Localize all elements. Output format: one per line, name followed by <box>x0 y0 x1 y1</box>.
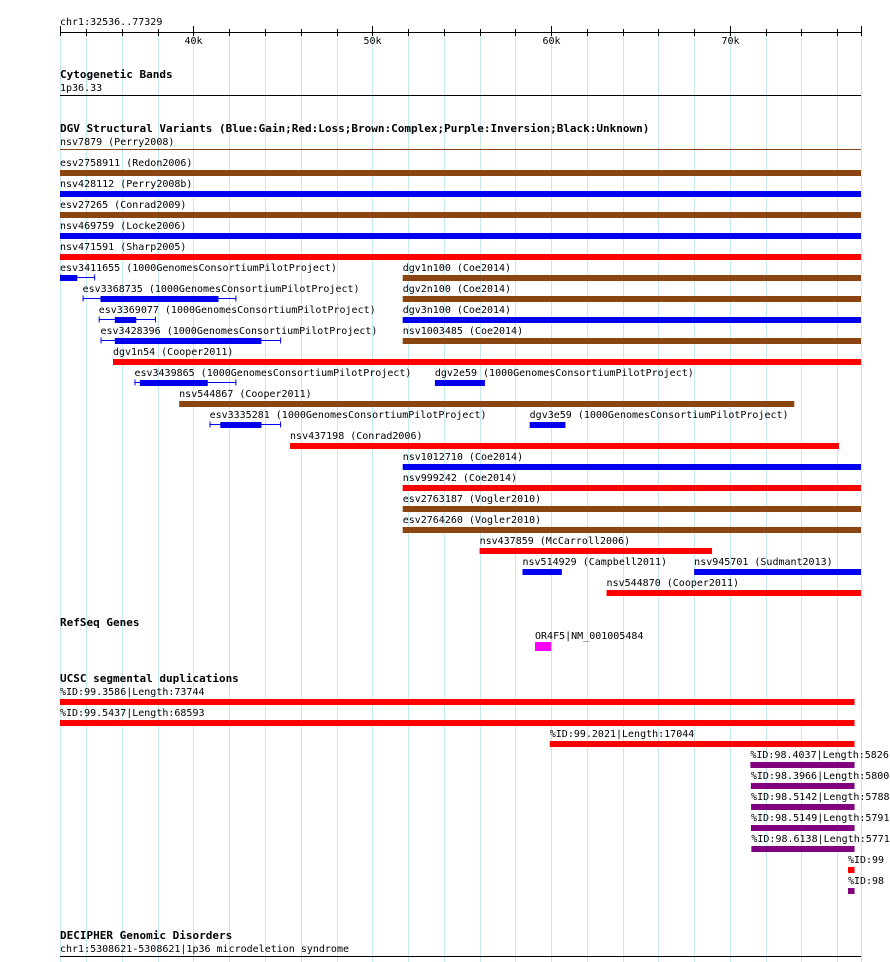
feature <box>60 242 861 260</box>
feature <box>403 494 861 512</box>
feature <box>530 410 789 428</box>
feature-label: nsv7879 (Perry2008) <box>60 137 175 148</box>
variant-bar <box>60 212 861 218</box>
feature-label: %ID:99.3586|Length:73744 <box>60 687 205 698</box>
variant-bar <box>480 548 712 554</box>
variant-bar <box>403 275 861 281</box>
feature <box>403 263 861 281</box>
feature <box>694 557 861 575</box>
feature-label: %ID:99 <box>847 855 885 866</box>
feature-label: esv2764260 (Vogler2010) <box>402 515 542 526</box>
feature-label: esv2758911 (Redon2006) <box>60 158 193 169</box>
feature-label: dgv2n100 (Coe2014) <box>402 284 512 295</box>
feature-label: nsv437859 (McCarroll2006) <box>479 536 631 547</box>
track-title: DGV Structural Variants (Blue:Gain;Red:Loss;Brown:Complex;Purple:Inversion;Black:Unknown) <box>60 122 650 135</box>
feature <box>607 578 861 596</box>
feature-label: esv2763187 (Vogler2010) <box>402 494 542 505</box>
variant-bar <box>403 338 861 344</box>
feature <box>60 221 861 239</box>
feature <box>60 263 337 281</box>
feature-label: nsv1012710 (Coe2014) <box>402 452 524 463</box>
track-title: UCSC segmental duplications <box>60 672 239 685</box>
gene-box <box>535 642 551 651</box>
variant-bar <box>403 506 861 512</box>
feature <box>83 284 360 302</box>
tracks <box>60 68 890 957</box>
variant-bar <box>140 380 208 386</box>
feature <box>60 944 861 957</box>
feature <box>403 284 861 302</box>
feature-label: chr1:5308621-5308621|1p36 microdeletion syndrome <box>60 944 349 955</box>
feature <box>60 708 855 726</box>
feature-label: dgv1n54 (Cooper2011) <box>113 347 234 358</box>
feature <box>848 876 884 894</box>
feature-label: 1p36.33 <box>60 83 103 94</box>
feature <box>848 855 884 873</box>
feature <box>290 431 839 449</box>
feature <box>751 813 889 831</box>
feature <box>480 536 712 554</box>
feature-label: esv3335281 (1000GenomesConsortiumPilotProject) <box>209 410 487 421</box>
feature-label: esv3368735 (1000GenomesConsortiumPilotProject) <box>82 284 360 295</box>
feature <box>523 557 668 575</box>
feature-label: esv3439865 (1000GenomesConsortiumPilotProject) <box>134 368 412 379</box>
variant-bar <box>60 233 861 239</box>
variant-bar <box>60 720 855 726</box>
feature-label: esv27265 (Conrad2009) <box>60 200 187 211</box>
variant-bar <box>607 590 861 596</box>
feature-label: esv3369077 (1000GenomesConsortiumPilotProject) <box>98 305 376 316</box>
variant-bar <box>100 296 218 302</box>
variant-bar <box>60 191 861 197</box>
feature-label: %ID:98.5142|Length:5788 <box>751 792 890 803</box>
variant-bar <box>550 741 855 747</box>
ruler-tick-label: 50k <box>363 36 382 47</box>
variant-bar <box>751 825 855 831</box>
variant-bar <box>435 380 485 386</box>
feature-label: dgv3e59 (1000GenomesConsortiumPilotProject) <box>529 410 789 421</box>
feature-label: esv3411655 (1000GenomesConsortiumPilotProject) <box>60 263 337 274</box>
track-title: Cytogenetic Bands <box>60 68 173 81</box>
feature <box>403 326 861 344</box>
feature-label: nsv437198 (Conrad2006) <box>290 431 423 442</box>
variant-bar <box>530 422 566 428</box>
feature-label: %ID:98 <box>847 876 885 887</box>
feature-label: %ID:99.5437|Length:68593 <box>60 708 205 719</box>
feature-label: nsv469759 (Locke2006) <box>60 221 187 232</box>
feature <box>403 515 861 533</box>
feature <box>113 347 861 365</box>
feature <box>60 687 855 705</box>
variant-bar <box>694 569 861 575</box>
region-label: chr1:32536..77329 <box>60 17 163 28</box>
feature-label: %ID:98.5149|Length:5791 <box>751 813 890 824</box>
feature <box>751 771 889 789</box>
variant-bar <box>403 317 861 323</box>
variant-bar <box>750 762 854 768</box>
feature-label: %ID:98.4037|Length:5826 <box>750 750 889 761</box>
feature <box>751 792 889 810</box>
feature-label: %ID:98.3966|Length:5800 <box>750 771 890 782</box>
variant-bar <box>115 317 136 323</box>
feature-label: nsv471591 (Sharp2005) <box>60 242 187 253</box>
feature <box>179 389 794 407</box>
feature-label: nsv544867 (Cooper2011) <box>179 389 312 400</box>
feature-label: dgv1n100 (Coe2014) <box>402 263 512 274</box>
ruler-tick-label: 60k <box>542 36 561 47</box>
feature <box>60 83 861 96</box>
feature <box>403 473 861 491</box>
feature-label: dgv3n100 (Coe2014) <box>402 305 512 316</box>
feature <box>100 326 377 344</box>
feature <box>403 452 861 470</box>
feature <box>99 305 376 323</box>
feature-label: %ID:98.6138|Length:5771 <box>751 834 890 845</box>
ruler-tick-label: 40k <box>184 36 203 47</box>
track-cytobands <box>60 68 861 96</box>
feature-label: esv3428396 (1000GenomesConsortiumPilotProject) <box>100 326 378 337</box>
track-refseq <box>60 616 643 651</box>
feature-label: OR4F5|NM_001005484 <box>535 631 644 642</box>
feature <box>60 158 861 176</box>
variant-bar <box>60 699 855 705</box>
track-decipher <box>60 929 861 957</box>
variant-bar <box>403 464 861 470</box>
feature-label: nsv544870 (Cooper2011) <box>606 578 740 589</box>
variant-bar <box>848 888 855 894</box>
feature <box>403 305 861 323</box>
feature <box>60 137 861 150</box>
feature-label: nsv1003485 (Coe2014) <box>402 326 524 337</box>
variant-bar <box>179 401 794 407</box>
track-title: RefSeq Genes <box>60 616 140 629</box>
feature <box>550 729 855 747</box>
feature <box>60 179 861 197</box>
variant-bar <box>751 804 855 810</box>
variant-bar <box>290 443 839 449</box>
feature <box>435 368 694 386</box>
variant-bar <box>403 296 861 302</box>
variant-bar <box>60 170 861 176</box>
feature-label: %ID:99.2021|Length:17044 <box>549 729 695 740</box>
feature <box>134 368 411 386</box>
feature-label: nsv999242 (Coe2014) <box>402 473 518 484</box>
variant-bar <box>60 254 861 260</box>
feature-label: nsv514929 (Campbell2011) <box>522 557 668 568</box>
coordinate-ruler <box>60 17 862 47</box>
feature <box>751 834 889 852</box>
variant-bar <box>60 275 77 281</box>
feature <box>60 200 861 218</box>
variant-bar <box>113 359 861 365</box>
variant-bar <box>751 783 855 789</box>
track-segdups <box>60 672 890 894</box>
track-title: DECIPHER Genomic Disorders <box>60 929 233 942</box>
variant-bar <box>403 485 861 491</box>
variant-bar <box>523 569 562 575</box>
feature-label: nsv945701 (Sudmant2013) <box>694 557 833 568</box>
variant-bar <box>751 846 854 852</box>
feature-label: dgv2e59 (1000GenomesConsortiumPilotProject) <box>434 368 694 379</box>
track-dgv <box>60 122 861 596</box>
variant-bar <box>115 338 262 344</box>
variant-bar <box>403 527 861 533</box>
feature-label: nsv428112 (Perry2008b) <box>60 179 193 190</box>
ruler-tick-label: 70k <box>721 36 740 47</box>
variant-bar <box>848 867 855 873</box>
feature <box>750 750 888 768</box>
variant-bar <box>220 422 261 428</box>
